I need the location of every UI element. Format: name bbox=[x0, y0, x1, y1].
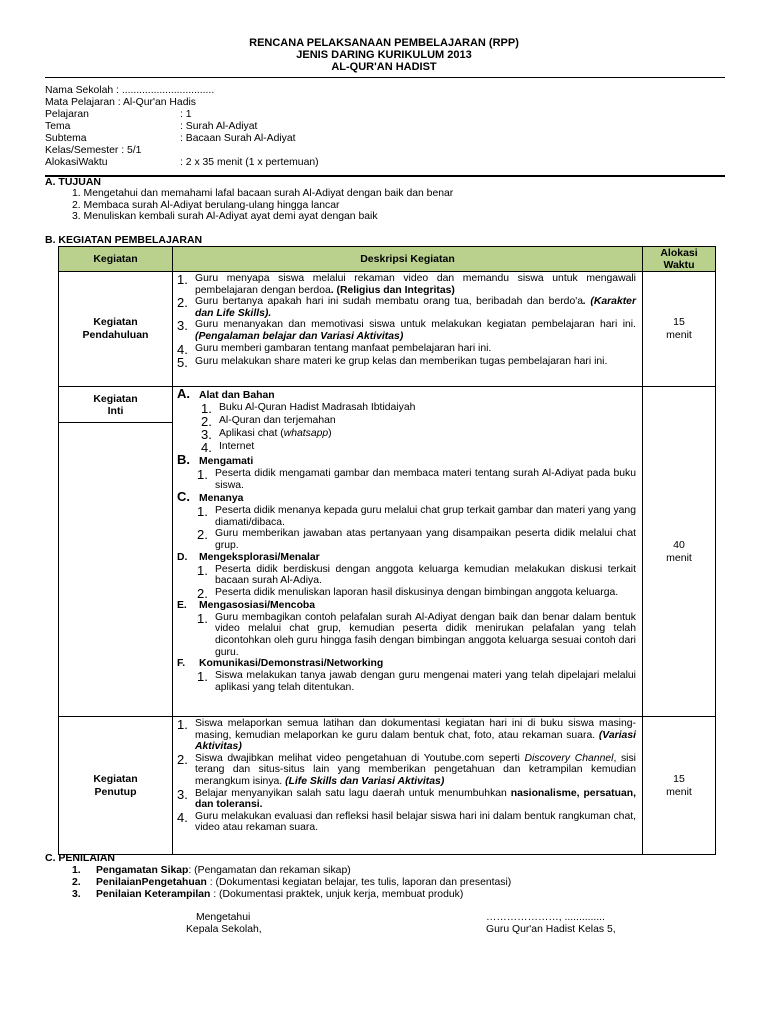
subheading: E. Mengasosiasi/Mencoba bbox=[177, 599, 316, 611]
header-deskripsi: Deskripsi Kegiatan bbox=[173, 247, 643, 272]
signature-right-date: …………………, .............. bbox=[486, 912, 605, 923]
sublist bbox=[177, 468, 636, 491]
header-alokasi: Alokasi Waktu bbox=[643, 247, 716, 272]
identity-row: Tema : Surah Al-Adiyat bbox=[45, 121, 258, 132]
subheading: D. Mengeksplorasi/Menalar bbox=[177, 551, 320, 563]
list-item: 3. Guru menanyakan dan memotivasi siswa untuk melakukan kegiatan pembelajaran hari ini. (Pengalaman belajar dan Variasi Aktivitas) bbox=[177, 318, 636, 342]
list-item: 4. Guru melakukan evaluasi dan refleksi hasil belajar siswa hari ini dalam bentuk rangkuman chat, video atau rekaman suara. bbox=[177, 809, 636, 834]
penutup-time: 15 menit bbox=[643, 717, 716, 855]
list-item: 5. Guru melakukan share materi ke grup kelas dan memberikan tugas pembelajaran hari ini. bbox=[177, 354, 608, 370]
list-item: 3. Penilaian Keterampilan : (Dokumentasi praktek, unjuk kerja, membuat produk) bbox=[72, 889, 464, 900]
list-item: 1. Peserta didik menanya kepada guru melalui chat grup terkait gambar dan materi yang yang diamati/dibaca. bbox=[197, 504, 636, 528]
list-item: 2. Guru memberikan jawaban atas pertanyaan yang disampaikan peserta didik melalui chat grup. bbox=[197, 527, 636, 551]
doc-title-line3: AL-QUR'AN HADIST bbox=[331, 61, 437, 73]
identity-row: Subtema : Bacaan Surah Al-Adiyat bbox=[45, 133, 296, 144]
sublist bbox=[177, 564, 636, 600]
sublist bbox=[177, 402, 636, 454]
list-item: 4. Internet bbox=[201, 440, 255, 455]
list-item: 2. Al-Quran dan terjemahan bbox=[201, 414, 336, 429]
pendahuluan-time: 15 menit bbox=[643, 272, 716, 387]
kegiatan-pendahuluan-label: Kegiatan Pendahuluan bbox=[59, 272, 173, 387]
sublist bbox=[177, 670, 636, 693]
penilaian-list bbox=[72, 865, 511, 901]
identity-row: Kelas/Semester : 5/1 bbox=[45, 145, 142, 156]
list-item: 1. Siswa melakukan tanya jawab dengan guru mengenai materi yang telah dipelajari melalui aplikasi yang telah ditentukan. bbox=[197, 669, 636, 693]
list-item: 2. Membaca surah Al-Adiyat berulang-ulang hingga lancar bbox=[72, 199, 340, 211]
subheading: A. Alat dan Bahan bbox=[177, 386, 275, 401]
list-item: 3. Belajar menyanyikan salah satu lagu daerah untuk menumbuhkan nasionalisme, persatuan, dan toleransi. bbox=[177, 786, 636, 811]
list-item: 3. Aplikasi chat (whatsapp) bbox=[201, 427, 332, 442]
signature-left-role: Kepala Sekolah, bbox=[186, 924, 262, 935]
divider-top bbox=[45, 77, 725, 78]
subheading: C. Menanya bbox=[177, 489, 244, 505]
pendahuluan-description bbox=[173, 272, 643, 387]
list-item: 1. Buku Al-Quran Hadist Madrasah Ibtidaiyah bbox=[201, 401, 416, 416]
list-item: 2. PenilaianPengetahuan : (Dokumentasi kegiatan belajar, tes tulis, laporan dan presentasi) bbox=[72, 877, 512, 888]
table-header-row bbox=[59, 247, 716, 272]
identity-row: Mata Pelajaran : Al-Qur'an Hadis bbox=[45, 97, 196, 108]
doc-title-line1: RENCANA PELAKSANAAN PEMBELAJARAN (RPP) bbox=[249, 37, 519, 49]
list-item: 1. Siswa melaporkan semua latihan dan dokumentasi kegiatan hari ini di buku siswa masing-masing, kemudian melaporkan ke guru dalam bentuk chat, foto, atau rekaman suara. (Variasi Aktivitas) bbox=[177, 717, 636, 753]
list-item: 2. Peserta didik menuliskan laporan hasil diskusinya dengan bimbingan anggota keluarga. bbox=[197, 585, 619, 601]
list-item: 1. Peserta didik berdiskusi dengan anggota keluarga kemudian melakukan diskusi terkait bacaan surah Al-Adiya. bbox=[197, 562, 636, 587]
table-row bbox=[59, 717, 716, 855]
kegiatan-inti-label: Kegiatan Inti bbox=[59, 387, 173, 717]
inti-description bbox=[173, 387, 643, 717]
list-item: 3. Menuliskan kembali surah Al-Adiyat ayat demi ayat dengan baik bbox=[72, 211, 378, 223]
section-a-title: A. TUJUAN bbox=[45, 176, 102, 188]
subheading: B. Mengamati bbox=[177, 452, 254, 467]
list-item: 1. Guru menyapa siswa melalui rekaman video dan memandu siswa untuk mengawali pembelajaran dengan berdoa. (Religius dan Integritas) bbox=[177, 272, 636, 296]
sublist bbox=[177, 612, 636, 658]
list-item: 4. Guru memberi gambaran tentang manfaat pembelajaran hari ini. bbox=[177, 341, 492, 357]
signature-right-role: Guru Qur'an Hadist Kelas 5, bbox=[486, 924, 616, 935]
sublist bbox=[177, 505, 636, 551]
identity-row: Pelajaran : 1 bbox=[45, 109, 192, 120]
list-item: 2. Guru bertanya apakah hari ini sudah membatu orang tua, beribadah dan berdo'a. (Karakter dan Life Skills). bbox=[177, 295, 637, 319]
header-kegiatan: Kegiatan bbox=[59, 247, 173, 272]
section-b-title: B. KEGIATAN PEMBELAJARAN bbox=[45, 234, 203, 246]
section-c-title: C. PENILAIAN bbox=[45, 852, 116, 864]
table-row bbox=[59, 272, 716, 387]
divider-identity bbox=[45, 175, 725, 177]
inti-time: 40 menit bbox=[643, 387, 716, 717]
tujuan-list bbox=[72, 188, 453, 223]
subheading: F. Komunikasi/Demonstrasi/Networking bbox=[177, 658, 384, 670]
penutup-description bbox=[173, 717, 643, 855]
doc-title-line2: JENIS DARING KURIKULUM 2013 bbox=[296, 49, 472, 61]
list-item: 2. Siswa dwajibkan melihat video pengetahuan di Youtube.com seperti Discovery Channel, sisi terang dan situs-situs lain yang memberikan pengetahuan dan ketrampilan kemudian merangkum isinya. (Life Skills dan Variasi Aktivitas) bbox=[177, 751, 636, 787]
identity-row: AlokasiWaktu : 2 x 35 menit (1 x pertemuan) bbox=[45, 157, 319, 168]
signature-left-label: Mengetahui bbox=[196, 912, 251, 923]
list-item: 1. Mengetahui dan memahami lafal bacaan surah Al-Adiyat dengan baik dan benar bbox=[72, 188, 454, 199]
kegiatan-penutup-label: Kegiatan Penutup bbox=[59, 717, 173, 855]
list-item: 1. Guru membagikan contoh pelafalan surah Al-Adiyat dengan baik dan benar dalam bentuk video melalui chat grup, kemudian peserta didik menirukan pelafalan yang telah dicontohkan oleh guru hingga fasih dengan bimbingan anggota keluarga sesuai contoh dari guru. bbox=[197, 610, 636, 658]
kegiatan-table bbox=[58, 246, 716, 855]
list-item: 1. Peserta didik mengamati gambar dan membaca materi tentang surah Al-Adiyat pada buku siswa. bbox=[197, 467, 636, 491]
table-row bbox=[59, 387, 716, 717]
list-item: 1. Pengamatan Sikap: (Pengamatan dan rekaman sikap) bbox=[72, 865, 351, 876]
identity-row: Nama Sekolah : ................................ bbox=[45, 85, 215, 96]
